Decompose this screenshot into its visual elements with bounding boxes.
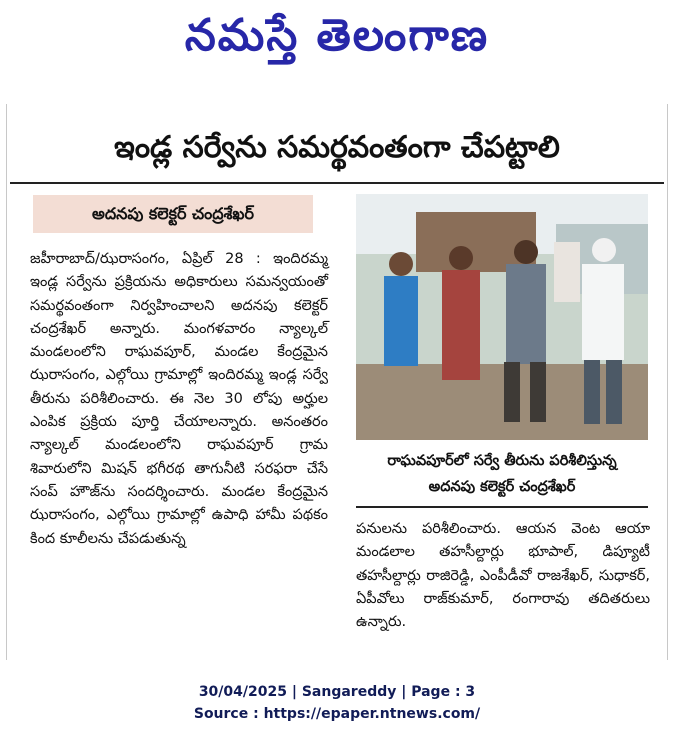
footer-source: Source : https://epaper.ntnews.com/ <box>193 706 481 722</box>
article-body-left-text: జహీరాబాద్/ఝరాసంగం, ఏప్రిల్ 28 : ఇందిరమ్మ ఇండ్ల సర్వేను ప్రక్రియను అధికారులు సమన్వయంతో సమర్థవంతంగా నిర్వహించాలని అదనపు కలెక్టర్ చంద్రశేఖర్ అన్నారు. మంగళవారం న్యాల్కల్ మండలంలోని రాఘవపూర్, మండల కేంద్రమైన ఝరాసంగం, ఎల్గోయి గ్రామాల్లో ఇందిరమ్మ ఇండ్ల సర్వే తీరును పరిశీలించారు. ఈ నెల 30 లోపు అర్హుల ఎంపిక ప్రక్రియ పూర్తి చేయాలన్నారు. అనంతరం న్యాల్కల్ మండలంలోని రాఘవపూర్ గ్రామ శివారులోని మిషన్ భగీరథ తాగునీటి సరఫరా చేసే సంప్ హౌజ్‌ను సందర్శించారు. మండల కేంద్రమైన ఝరాసంగం, ఎల్గోయి గ్రామాల్లో ఉపాధి హామీ పథకం కింద కూలీలను చేపడుతున్న <box>30 251 328 547</box>
article-photo <box>356 194 648 440</box>
footer-date-edition: 30/04/2025 | Sangareddy | Page : 3 <box>198 684 476 700</box>
article-body-right-column <box>356 518 650 634</box>
masthead <box>0 0 674 74</box>
headline-divider <box>10 182 664 184</box>
clipping-border-left <box>6 104 7 660</box>
caption-divider <box>356 506 648 508</box>
photo-caption-line2: అదనపు కలెక్టర్ చంద్రశేఖర్ <box>428 479 576 495</box>
photo-illustration <box>356 194 648 440</box>
article-headline: ఇండ్ల సర్వేను సమర్థవంతంగా చేపట్టాలి <box>114 130 560 165</box>
photo-caption <box>356 448 648 500</box>
photo-caption-line1: రాఘవపూర్‌లో సర్వే తీరును పరిశీలిస్తున్న <box>387 453 617 469</box>
clipping-border-right <box>667 104 668 660</box>
article-body-left-column <box>30 248 328 551</box>
article-body-right-text: పనులను పరిశీలించారు. ఆయన వెంట ఆయా మండలాల తహసీల్దార్లు భూపాల్, డిప్యూటీ తహసీల్దార్లు రాజిరెడ్డి, ఎంపీడీవో రాజశేఖర్, సుధాకర్, ఏపీవోలు రాజ్‌కుమార్, రంగారావు తదితరులు ఉన్నారు. <box>356 521 650 631</box>
article-subheadline: అదనపు కలెక్టర్ చంద్రశేఖర్ <box>92 204 254 223</box>
newspaper-title: నమస్తే తెలంగాణ <box>184 10 490 61</box>
